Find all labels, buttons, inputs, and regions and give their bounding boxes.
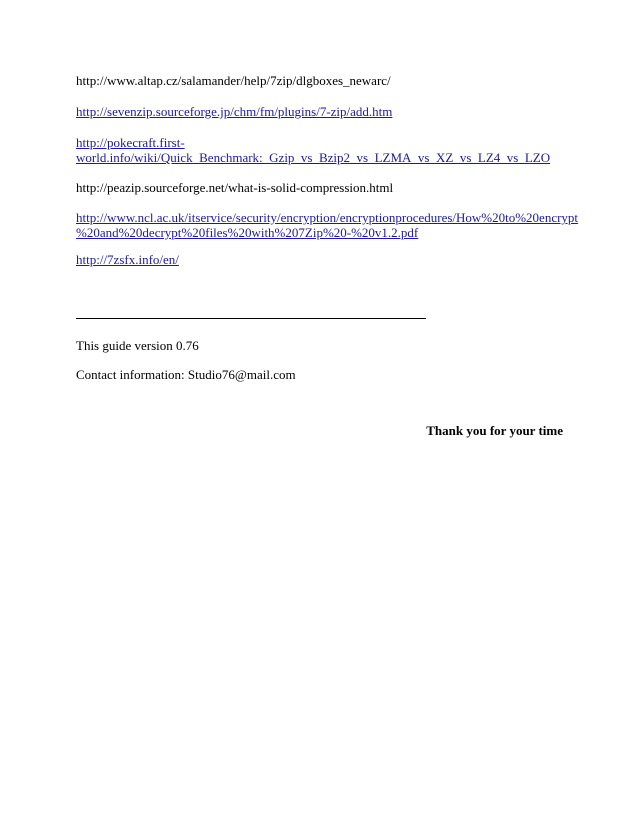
link-7zsfx[interactable]: http://7zsfx.info/en/ xyxy=(76,252,179,267)
guide-version: This guide version 0.76 xyxy=(76,338,199,353)
thank-you-note: Thank you for your time xyxy=(426,423,563,438)
contact-information: Contact information: Studio76@mail.com xyxy=(76,367,296,382)
reference-altap: http://www.altap.cz/salamander/help/7zip/dlgboxes_newarc/ xyxy=(76,73,391,88)
link-sevenzip-add[interactable]: http://sevenzip.sourceforge.jp/chm/fm/plugins/7-zip/add.htm xyxy=(76,104,393,119)
link-pokecraft-line2[interactable]: world.info/wiki/Quick_Benchmark:_Gzip_vs_Bzip2_vs_LZMA_vs_XZ_vs_LZ4_vs_LZO xyxy=(76,150,551,165)
separator-rule xyxy=(76,318,426,319)
reference-peazip: http://peazip.sourceforge.net/what-is-solid-compression.html xyxy=(76,180,394,195)
link-pokecraft-line1[interactable]: http://pokecraft.first- xyxy=(76,135,185,150)
link-ncl-line1[interactable]: http://www.ncl.ac.uk/itservice/security/encryption/encryptionprocedures/How%20to%20encrypt xyxy=(76,210,579,225)
link-ncl-line2[interactable]: %20and%20decrypt%20files%20with%207Zip%20-%20v1.2.pdf xyxy=(76,225,419,240)
